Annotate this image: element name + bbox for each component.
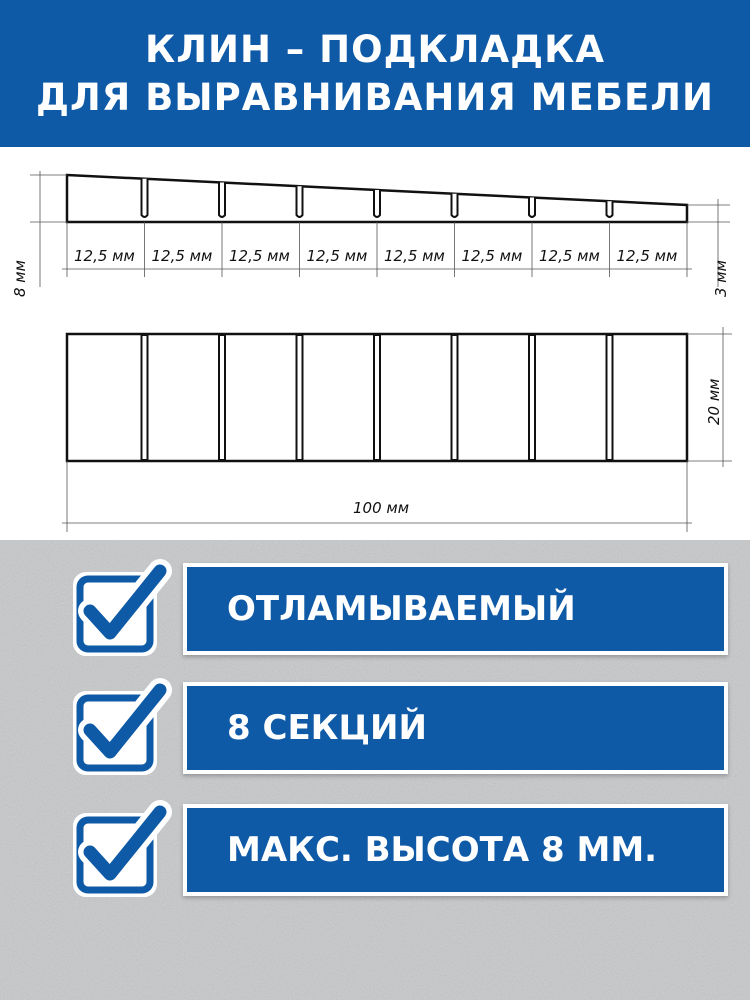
section-width-label: 12,5 мм: [151, 247, 213, 265]
feature-banner: [183, 563, 728, 655]
header-title-line2: ДЛЯ ВЫРАВНИВАНИЯ МЕБЕЛИ: [36, 76, 714, 119]
side-notch: [142, 179, 148, 217]
header-title-line1: КЛИН – ПОДКЛАДКА: [145, 28, 605, 71]
top-slot: [374, 335, 380, 460]
checkbox-check-icon: [62, 553, 172, 663]
feature-row-max-height: [0, 794, 750, 904]
top-slot: [529, 335, 535, 460]
features-panel: [0, 540, 750, 1000]
side-notch: [374, 190, 380, 217]
section-width-labels: [74, 247, 677, 265]
feature-row-sections: [0, 672, 750, 782]
feature-label: 8 СЕКЦИЙ: [227, 708, 427, 748]
top-view: [67, 334, 687, 461]
side-notch: [297, 186, 303, 217]
top-slot: [452, 335, 458, 460]
side-notch: [529, 198, 535, 218]
checkbox-check-icon: [62, 672, 172, 782]
section-width-label: 12,5 мм: [461, 247, 523, 265]
side-profile: [67, 175, 687, 222]
feature-label: ОТЛАМЫВАЕМЫЙ: [227, 589, 576, 629]
checkbox-check-icon: [62, 794, 172, 904]
top-slot: [219, 335, 225, 460]
feature-banner: [183, 682, 728, 774]
section-width-label: 12,5 мм: [229, 247, 290, 265]
section-width-label: 12,5 мм: [384, 247, 445, 265]
drawing-svg: [0, 147, 750, 540]
technical-drawing: [0, 147, 750, 540]
depth-label: 20 мм: [705, 378, 723, 425]
feature-row-breakable: [0, 553, 750, 663]
max-height-label: 8 мм: [11, 260, 29, 297]
side-notch: [607, 201, 613, 217]
feature-banner: [183, 804, 728, 896]
top-slot: [607, 335, 613, 460]
section-width-label: 12,5 мм: [306, 247, 368, 265]
top-slot: [297, 335, 303, 460]
section-width-label: 12,5 мм: [539, 247, 600, 265]
section-width-label: 12,5 мм: [616, 247, 678, 265]
header-banner: [0, 0, 750, 147]
section-width-label: 12,5 мм: [74, 247, 135, 265]
total-length-label: 100 мм: [353, 499, 410, 517]
feature-label: МАКС. ВЫСОТА 8 ММ.: [227, 830, 658, 870]
side-notch: [219, 183, 225, 218]
top-slot: [142, 335, 148, 460]
min-height-label: 3 мм: [712, 260, 730, 297]
side-notch: [452, 194, 458, 217]
